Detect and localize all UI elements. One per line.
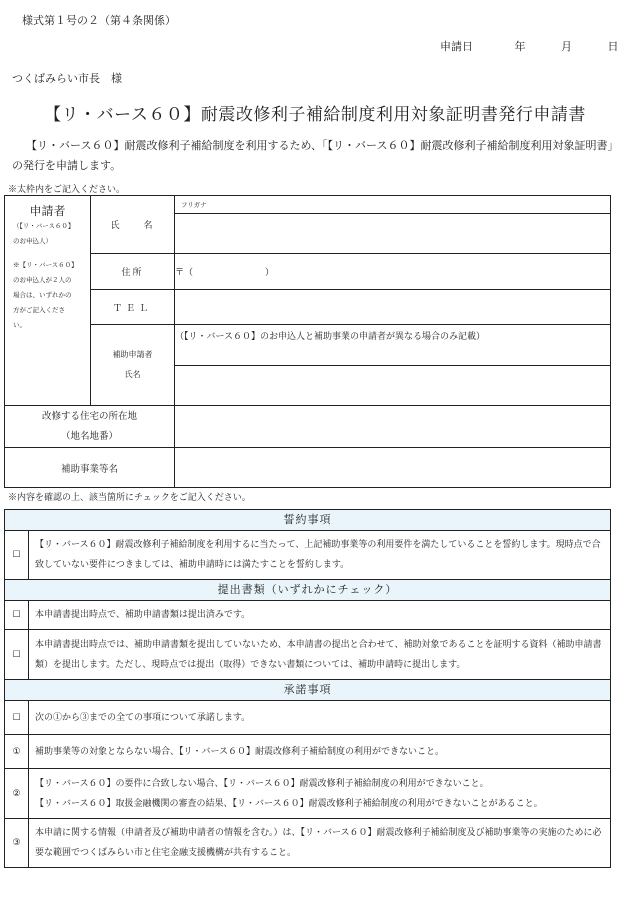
- subsidy-name-field[interactable]: [175, 366, 611, 406]
- application-date: [440, 38, 625, 54]
- pledge-header: 誓約事項: [5, 510, 611, 531]
- consent-item-2a: 【リ・バース６０】の要件に合致しない場合、【リ・バース６０】耐震改修利子補給制度の利用ができないこと。: [35, 778, 489, 789]
- consent-number-3: ③: [5, 819, 29, 868]
- subsidy-applicant-label: [91, 325, 175, 406]
- pledge-text: 【リ・バース６０】耐震改修利子補給制度を利用するに当たって、上記補助事業等の利用要件を満たしていることを誓約します。現時点で合致していない要件につきましては、補助申請時には満たすことを誓約します。: [29, 531, 611, 580]
- house-location-field[interactable]: [175, 406, 611, 448]
- consent-number-2: ②: [5, 769, 29, 819]
- consent-item-2b: 【リ・バース６０】取扱金融機関の審査の結果、【リ・バース６０】耐震改修利子補給制度の利用ができないことがあること。: [35, 798, 543, 809]
- tel-field[interactable]: [175, 290, 611, 325]
- check-note: ※内容を確認の上、該当箇所にチェックをご記入ください。: [8, 493, 251, 503]
- documents-option-2: 本申請書提出時点では、補助申請書類を提出していないため、本申請書の提出と合わせて、補助対象であることを証明する資料（補助申請書類）を提出します。ただし、現時点では提出（取得）できない書類については、補助申請時に提出します。: [29, 630, 611, 680]
- house-label2: （地名地番）: [60, 430, 118, 442]
- project-name-field[interactable]: [175, 448, 611, 488]
- intro-text: 【リ・バース６０】耐震改修利子補給制度を利用するため、「【リ・バース６０】耐震改修利子補給制度利用対象証明書」の発行を申請します。: [12, 139, 619, 172]
- date-month: 月: [561, 40, 572, 53]
- tel-label: ＴＥＬ: [91, 290, 175, 325]
- consent-item-2: [29, 769, 611, 819]
- house-location-label: [5, 406, 175, 448]
- subsidy-note: （【リ・バース６０】のお申込人と補助事業の申請者が異なる場合のみ記載）: [175, 325, 611, 366]
- form-number: 様式第１号の２（第４条関係）: [22, 14, 176, 27]
- documents-checkbox-2[interactable]: ☐: [5, 630, 29, 680]
- documents-checkbox-1[interactable]: ☐: [5, 601, 29, 630]
- date-day: 日: [607, 40, 619, 53]
- address-field[interactable]: 〒（ ）: [175, 254, 611, 290]
- applicant-label-cell: [5, 196, 91, 254]
- applicant-note5: い。: [13, 320, 26, 329]
- applicant-note2: のお申込人が２人の: [13, 275, 72, 284]
- applicant-note3: 場合は、いずれかの: [13, 290, 72, 299]
- consent-item-3: 本申請に関する情報（申請者及び補助申請者の情報を含む。）は、【リ・バース６０】耐震改修利子補給制度及び補助事業等の実施のために必要な範囲でつくばみらい市と住宅金融支援機構が共有すること。: [29, 819, 611, 868]
- consent-main: 次の①から③までの全ての事項について承諾します。: [29, 701, 611, 735]
- applicant-sub2: のお申込人）: [13, 237, 52, 246]
- address-label: 住所: [91, 254, 175, 290]
- house-label1: 改修する住宅の所在地: [41, 410, 137, 422]
- checks-table: [4, 509, 611, 868]
- consent-header: 承諾事項: [5, 680, 611, 701]
- project-name-label: 補助事業等名: [5, 448, 175, 488]
- documents-header: 提出書類（いずれかにチェック）: [5, 580, 611, 601]
- furigana-cell[interactable]: [175, 196, 611, 214]
- consent-number-1: ①: [5, 735, 29, 769]
- name-label: 氏 名: [91, 196, 175, 254]
- name-field[interactable]: [175, 214, 611, 254]
- documents-option-1: 本申請書提出時点で、補助申請書類は提出済みです。: [29, 601, 611, 630]
- date-label: 申請日: [440, 40, 473, 53]
- furigana-label: フリガナ: [181, 200, 207, 209]
- applicant-sub1: （【リ・バース６０】: [13, 222, 75, 231]
- pledge-checkbox[interactable]: ☐: [5, 531, 29, 580]
- applicant-note4: 方がご記入くださ: [13, 305, 65, 314]
- fill-note: ※太枠内をご記入ください。: [8, 185, 126, 195]
- page-title: 【リ・バース６０】耐震改修利子補給制度利用対象証明書発行申請書: [44, 105, 586, 125]
- consent-checkbox[interactable]: ☐: [5, 701, 29, 735]
- consent-item-1: 補助事業等の対象とならない場合、【リ・バース６０】耐震改修利子補給制度の利用ができないこと。: [29, 735, 611, 769]
- applicant-table: [4, 195, 611, 488]
- applicant-note-cell: [5, 254, 91, 406]
- recipient: つくばみらい市長 様: [12, 72, 122, 85]
- applicant-label: 申請者: [29, 204, 66, 219]
- date-year: 年: [514, 40, 526, 53]
- subsidy-label2: 氏名: [124, 370, 141, 379]
- subsidy-label1: 補助申請者: [112, 350, 153, 359]
- applicant-note1: ※【リ・バース６０】: [13, 260, 78, 269]
